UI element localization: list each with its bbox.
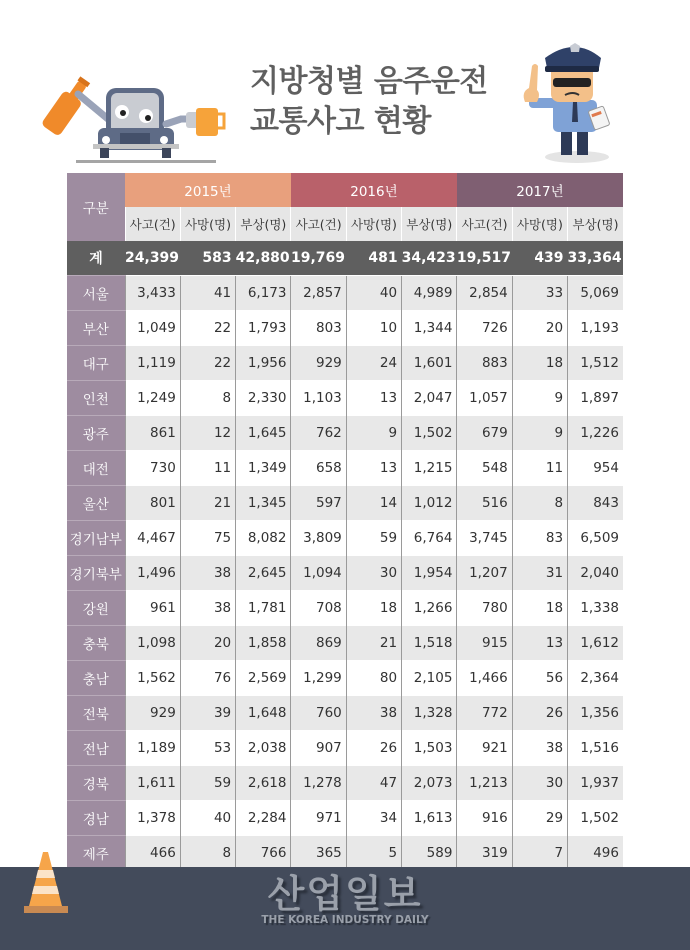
cell: 59 [346,521,401,556]
cell: 1,512 [568,346,623,381]
col-injuries-2015: 부상(명) [236,207,291,241]
cell: 59 [180,766,235,801]
cell: 2,364 [568,661,623,696]
cell: 76 [180,661,235,696]
row-label: 제주 [67,836,125,871]
cell: 18 [346,591,401,626]
cell: 75 [180,521,235,556]
row-label: 전남 [67,731,125,766]
cell: 8 [180,836,235,871]
cell: 38 [180,591,235,626]
cell: 1,502 [568,801,623,836]
total-row [67,241,623,276]
cell: 20 [512,311,567,346]
cell: 1,278 [291,766,346,801]
cell: 2,284 [236,801,291,836]
cell: 2,569 [236,661,291,696]
row-label: 경남 [67,801,125,836]
cell: 1,266 [402,591,457,626]
cell: 1,299 [291,661,346,696]
cell: 961 [125,591,180,626]
col-accidents-2016: 사고(건) [291,207,346,241]
cell: 439 [512,241,567,276]
cell: 1,189 [125,731,180,766]
cell: 1,781 [236,591,291,626]
col-injuries-2017: 부상(명) [568,207,623,241]
cell: 921 [457,731,512,766]
cell: 1,049 [125,311,180,346]
cell: 1,611 [125,766,180,801]
cell: 5 [346,836,401,871]
cell: 869 [291,626,346,661]
cell: 13 [346,381,401,416]
cell: 10 [346,311,401,346]
dui-accident-table [67,173,623,871]
cell: 21 [180,486,235,521]
cell: 583 [180,241,235,276]
cell: 2,645 [236,556,291,591]
cell: 1,249 [125,381,180,416]
cell: 1,098 [125,626,180,661]
cell: 1,496 [125,556,180,591]
cell: 40 [180,801,235,836]
cell: 1,193 [568,311,623,346]
corner-header: 구분 [67,173,125,241]
cell: 34,423 [402,241,457,276]
row-label: 대구 [67,346,125,381]
col-accidents-2015: 사고(건) [125,207,180,241]
cell: 1,012 [402,486,457,521]
cell: 762 [291,416,346,451]
cell: 6,764 [402,521,457,556]
cell: 6,509 [568,521,623,556]
publisher-logo [0,872,690,926]
cell: 1,328 [402,696,457,731]
cell: 1,344 [402,311,457,346]
cell: 1,562 [125,661,180,696]
cell: 1,349 [236,451,291,486]
row-label: 대전 [67,451,125,486]
cell: 861 [125,416,180,451]
cell: 56 [512,661,567,696]
cell: 1,956 [236,346,291,381]
cell: 496 [568,836,623,871]
subheader-row [67,207,623,241]
cell: 1,226 [568,416,623,451]
cell: 14 [346,486,401,521]
cell: 18 [512,591,567,626]
cell: 1,502 [402,416,457,451]
cell: 1,215 [402,451,457,486]
police-officer-icon [515,32,630,167]
cell: 658 [291,451,346,486]
year-header-2017: 2017년 [457,173,623,207]
table-row [67,696,623,731]
table-row [67,591,623,626]
cell: 8 [512,486,567,521]
cell: 708 [291,591,346,626]
cell: 801 [125,486,180,521]
table-row [67,486,623,521]
cell: 2,073 [402,766,457,801]
cell: 929 [125,696,180,731]
cell: 9 [512,416,567,451]
cell: 1,119 [125,346,180,381]
row-label: 경기남부 [67,521,125,556]
cell: 971 [291,801,346,836]
logo-english: THE KOREA INDUSTRY DAILY [261,914,429,926]
cell: 53 [180,731,235,766]
cell: 1,954 [402,556,457,591]
year-header-2015: 2015년 [125,173,291,207]
cell: 18 [512,346,567,381]
cell: 954 [568,451,623,486]
cell: 30 [346,556,401,591]
cell: 760 [291,696,346,731]
cell: 1,613 [402,801,457,836]
cell: 40 [346,276,401,311]
cell: 12 [180,416,235,451]
table-row [67,451,623,486]
cell: 2,854 [457,276,512,311]
cell: 42,880 [236,241,291,276]
cell: 38 [512,731,567,766]
cell: 772 [457,696,512,731]
cell: 780 [457,591,512,626]
cell: 41 [180,276,235,311]
row-label: 울산 [67,486,125,521]
cell: 1,518 [402,626,457,661]
cell: 13 [512,626,567,661]
cell: 843 [568,486,623,521]
cell: 8,082 [236,521,291,556]
cell: 679 [457,416,512,451]
cell: 26 [512,696,567,731]
cell: 31 [512,556,567,591]
table-row [67,801,623,836]
cell: 2,038 [236,731,291,766]
cell: 1,858 [236,626,291,661]
table-row [67,276,623,311]
cell: 6,173 [236,276,291,311]
cell: 24 [346,346,401,381]
header [0,0,690,172]
cell: 7 [512,836,567,871]
cell: 2,330 [236,381,291,416]
table-row [67,311,623,346]
cell: 30 [512,766,567,801]
cell: 1,601 [402,346,457,381]
cell: 1,503 [402,731,457,766]
cell: 466 [125,836,180,871]
cell: 11 [512,451,567,486]
cell: 548 [457,451,512,486]
cell: 80 [346,661,401,696]
row-label: 경기북부 [67,556,125,591]
row-label: 경북 [67,766,125,801]
title-line-1: 지방청별 음주운전 [250,64,488,99]
col-deaths-2017: 사망(명) [512,207,567,241]
row-label: 광주 [67,416,125,451]
logo-korean: 산업일보 [267,872,423,916]
cell: 1,516 [568,731,623,766]
cell: 9 [512,381,567,416]
table-row [67,416,623,451]
table-row [67,626,623,661]
cell: 3,809 [291,521,346,556]
cell: 47 [346,766,401,801]
col-injuries-2016: 부상(명) [402,207,457,241]
cell: 803 [291,311,346,346]
drunk-car-icon [36,64,236,168]
cell: 730 [125,451,180,486]
cell: 1,897 [568,381,623,416]
cell: 9 [346,416,401,451]
cell: 916 [457,801,512,836]
cell: 21 [346,626,401,661]
cell: 1,648 [236,696,291,731]
row-label: 인천 [67,381,125,416]
cell: 19,769 [291,241,346,276]
cell: 20 [180,626,235,661]
cell: 1,207 [457,556,512,591]
row-label: 서울 [67,276,125,311]
cell: 38 [180,556,235,591]
cell: 597 [291,486,346,521]
table-row [67,381,623,416]
cell: 1,645 [236,416,291,451]
col-accidents-2017: 사고(건) [457,207,512,241]
cell: 2,618 [236,766,291,801]
row-label: 계 [67,241,125,276]
table-row [67,556,623,591]
cell: 3,433 [125,276,180,311]
cell: 1,213 [457,766,512,801]
cell: 1,466 [457,661,512,696]
cell: 1,937 [568,766,623,801]
cell: 1,612 [568,626,623,661]
cell: 481 [346,241,401,276]
cell: 1,793 [236,311,291,346]
table-row [67,766,623,801]
row-label: 충북 [67,626,125,661]
cell: 2,105 [402,661,457,696]
cell: 2,040 [568,556,623,591]
cell: 19,517 [457,241,512,276]
cell: 39 [180,696,235,731]
cell: 4,467 [125,521,180,556]
cell: 907 [291,731,346,766]
cell: 33,364 [568,241,623,276]
row-label: 부산 [67,311,125,346]
col-deaths-2015: 사망(명) [180,207,235,241]
cell: 516 [457,486,512,521]
year-header-2016: 2016년 [291,173,457,207]
table-row [67,521,623,556]
cell: 33 [512,276,567,311]
cell: 26 [346,731,401,766]
page-title [250,62,488,142]
cell: 4,989 [402,276,457,311]
table-row [67,661,623,696]
cell: 883 [457,346,512,381]
cell: 22 [180,346,235,381]
cell: 1,378 [125,801,180,836]
cell: 1,057 [457,381,512,416]
cell: 38 [346,696,401,731]
cell: 1,338 [568,591,623,626]
cell: 24,399 [125,241,180,276]
table-row [67,731,623,766]
cell: 22 [180,311,235,346]
cell: 319 [457,836,512,871]
title-line-2: 교통사고 현황 [250,104,431,139]
year-header-row [67,173,623,207]
row-label: 전북 [67,696,125,731]
cell: 1,345 [236,486,291,521]
cell: 8 [180,381,235,416]
table-row [67,836,623,871]
cell: 766 [236,836,291,871]
cell: 34 [346,801,401,836]
col-deaths-2016: 사망(명) [346,207,401,241]
cell: 2,857 [291,276,346,311]
cell: 1,356 [568,696,623,731]
cell: 1,094 [291,556,346,591]
cell: 2,047 [402,381,457,416]
cell: 29 [512,801,567,836]
cell: 365 [291,836,346,871]
table-row [67,346,623,381]
cell: 726 [457,311,512,346]
cell: 915 [457,626,512,661]
cell: 11 [180,451,235,486]
cell: 589 [402,836,457,871]
cell: 83 [512,521,567,556]
cell: 3,745 [457,521,512,556]
row-label: 충남 [67,661,125,696]
cell: 929 [291,346,346,381]
row-label: 강원 [67,591,125,626]
cell: 1,103 [291,381,346,416]
cell: 13 [346,451,401,486]
cell: 5,069 [568,276,623,311]
